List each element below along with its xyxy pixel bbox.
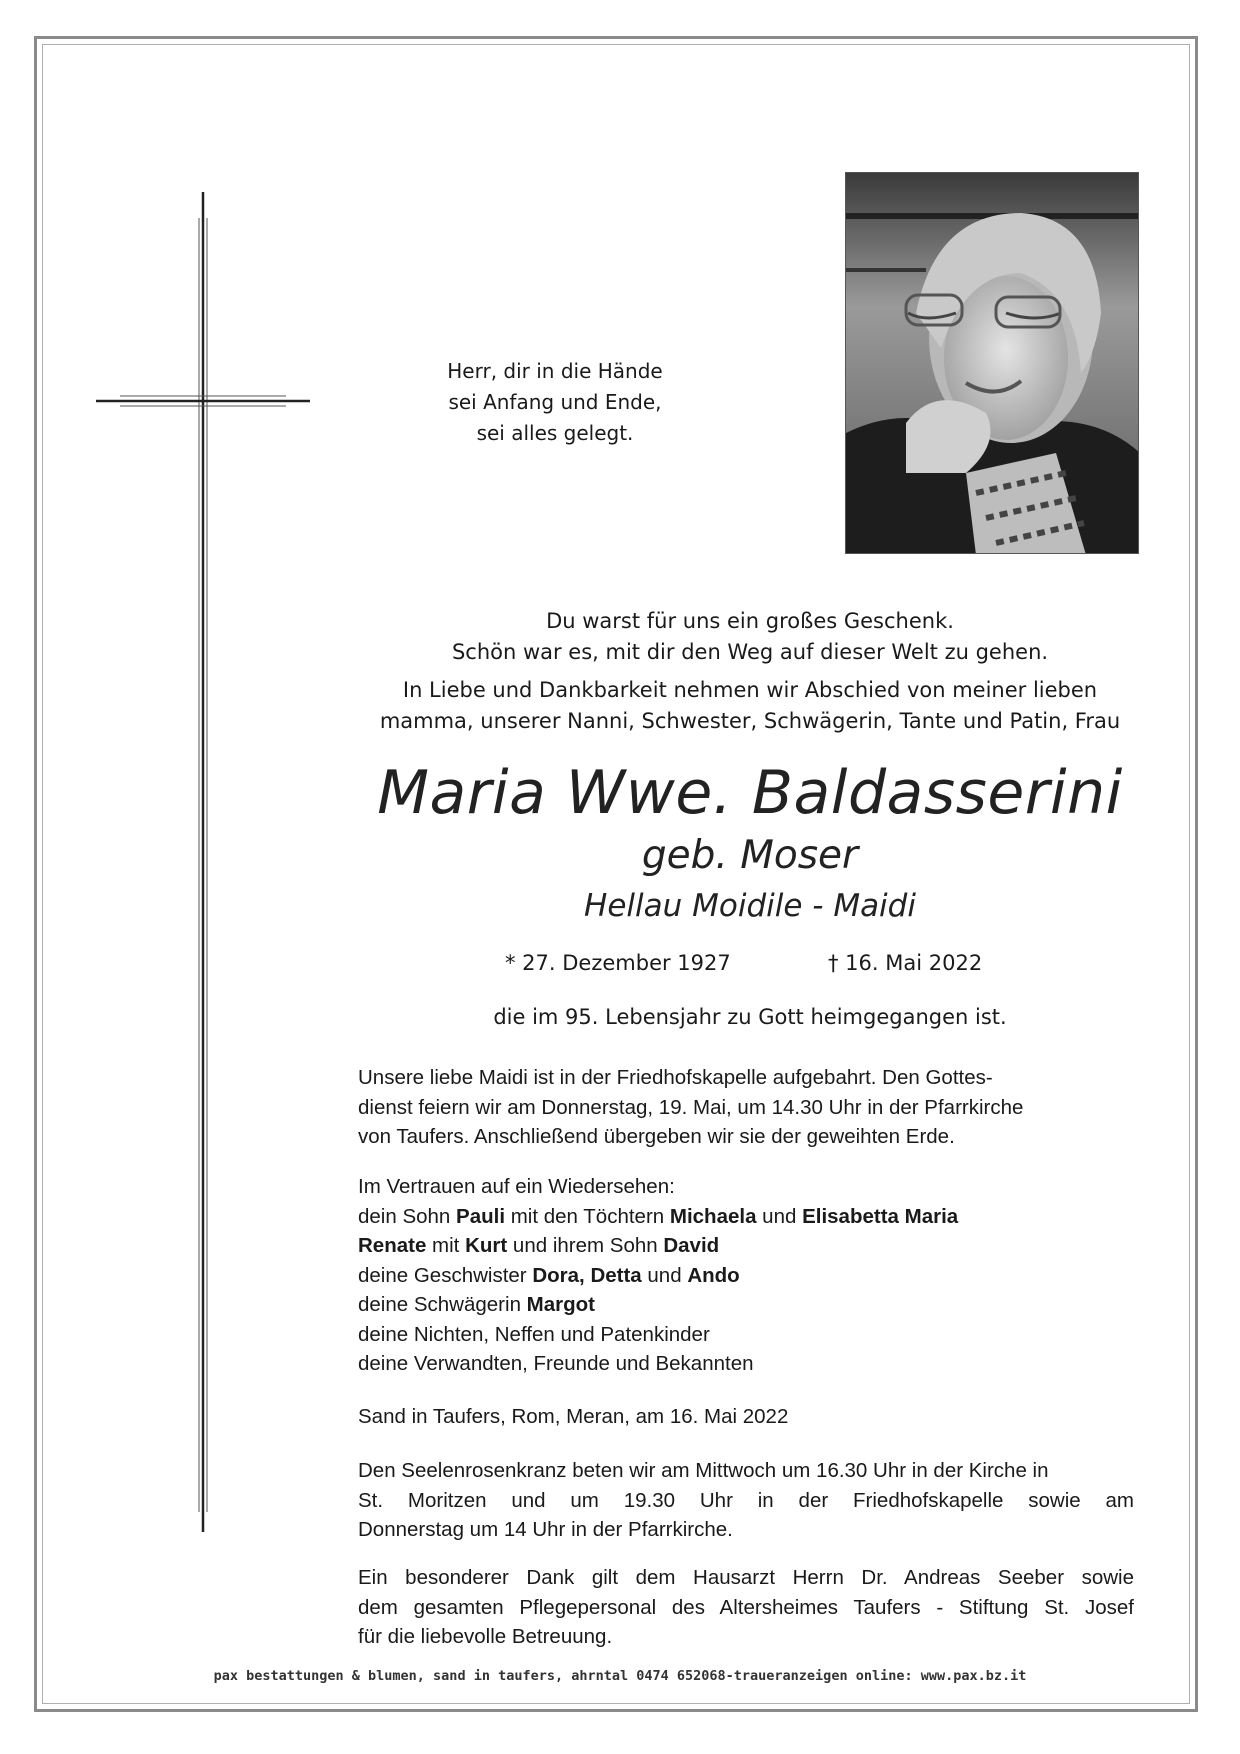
- tribute-verse: [340, 606, 1160, 668]
- deceased-name: Maria Wwe. Baldasserini: [377, 758, 1123, 828]
- age-line: die im 95. Lebensjahr zu Gott heimgegangen ist.: [493, 1005, 1007, 1029]
- farewell-intro: [340, 675, 1160, 737]
- psalm-line: sei Anfang und Ende,: [448, 390, 662, 414]
- mourner-line: deine Geschwister Dora, Detta und Ando: [358, 1263, 740, 1287]
- funeral-line: von Taufers. Anschließend übergeben wir sie der geweihten Erde.: [358, 1125, 955, 1148]
- tribute-line: Du warst für uns ein großes Geschenk.: [546, 609, 954, 633]
- funeral-home-footer: pax bestattungen & blumen, sand in taufers, ahrntal 0474 652068-traueranzeigen online: www.pax.bz.it: [213, 1668, 1027, 1684]
- mourner-line: deine Verwandten, Freunde und Bekannten: [358, 1352, 754, 1375]
- mourners-list: [358, 1172, 1134, 1379]
- portrait-photo: [845, 172, 1139, 554]
- mourners-heading: Im Vertrauen auf ein Wiedersehen:: [358, 1175, 675, 1198]
- thanks-line: dem gesamten Pflegepersonal des Altersheimes Taufers - Stiftung St. Josef: [358, 1595, 1134, 1619]
- mourner-line: deine Schwägerin Margot: [358, 1293, 595, 1316]
- cross-icon: [90, 192, 320, 1532]
- mourner-line: dein Sohn Pauli mit den Töchtern Michaela und Elisabetta Maria: [358, 1204, 959, 1228]
- thanks-note: [358, 1563, 1134, 1652]
- birth-date: * 27. Dezember 1927: [505, 951, 731, 975]
- place-date: Sand in Taufers, Rom, Meran, am 16. Mai 2022: [358, 1405, 789, 1428]
- death-date: † 16. Mai 2022: [828, 951, 983, 975]
- intro-line: mamma, unserer Nanni, Schwester, Schwägerin, Tante und Patin, Frau: [379, 709, 1121, 733]
- rosary-info: [358, 1456, 1134, 1545]
- rosary-line: Donnerstag um 14 Uhr in der Pfarrkirche.: [358, 1518, 733, 1541]
- mourner-line: deine Nichten, Neffen und Patenkinder: [358, 1322, 710, 1346]
- mourner-line: Renate mit Kurt und ihrem Sohn David: [358, 1234, 720, 1257]
- rosary-line: Den Seelenrosenkranz beten wir am Mittwoch um 16.30 Uhr in der Kirche in: [358, 1459, 1049, 1482]
- thanks-line: Ein besonderer Dank gilt dem Hausarzt Herrn Dr. Andreas Seeber sowie: [358, 1566, 1134, 1589]
- tribute-line: Schön war es, mit dir den Weg auf dieser Welt zu gehen.: [451, 640, 1049, 664]
- psalm-verse: [390, 356, 720, 449]
- birth-name: geb. Moser: [641, 833, 859, 878]
- psalm-line: sei alles gelegt.: [476, 421, 634, 445]
- thanks-line: für die liebevolle Betreuung.: [358, 1625, 613, 1648]
- nickname: Hellau Moidile - Maidi: [584, 888, 916, 924]
- funeral-line: dienst feiern wir am Donnerstag, 19. Mai, um 14.30 Uhr in der Pfarrkirche: [358, 1095, 1024, 1119]
- intro-line: In Liebe und Dankbarkeit nehmen wir Abschied von meiner lieben: [402, 678, 1098, 702]
- psalm-line: Herr, dir in die Hände: [447, 359, 663, 383]
- funeral-line: Unsere liebe Maidi ist in der Friedhofskapelle aufgebahrt. Den Gottes-: [358, 1066, 993, 1089]
- rosary-line: St. Moritzen und um 19.30 Uhr in der Friedhofskapelle sowie am: [358, 1488, 1134, 1512]
- funeral-info: [358, 1063, 1134, 1152]
